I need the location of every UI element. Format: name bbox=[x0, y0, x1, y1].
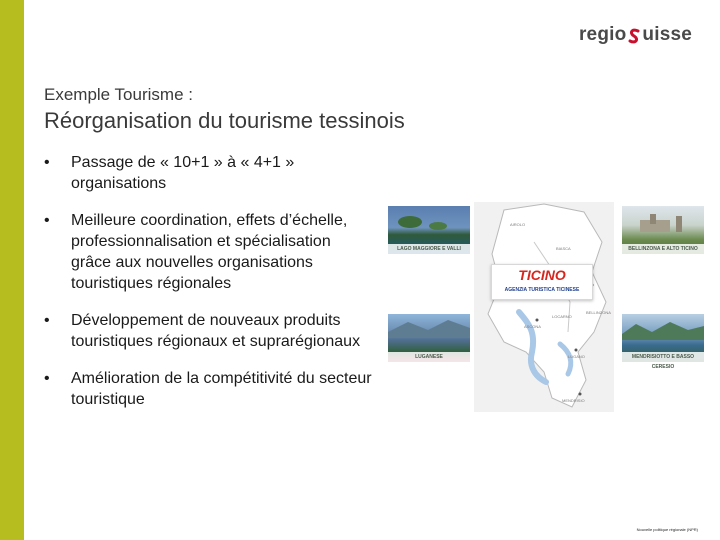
bullet-item bbox=[44, 310, 374, 352]
bullet-text: Meilleure coordination, effets d’échelle, professionnalisation et spécialisation grâce aux nouvelles organisations touristiques régionales bbox=[71, 212, 348, 292]
bullet-icon: • bbox=[44, 312, 50, 329]
logo-mark-icon bbox=[627, 28, 641, 44]
photo-caption: LUGANESE bbox=[388, 352, 470, 362]
slide-title: Réorganisation du tourisme tessinois bbox=[44, 108, 405, 133]
ticino-map-figure bbox=[386, 202, 696, 412]
footer-text: Nouvelle politique régionale (NPR) bbox=[636, 527, 698, 532]
logo-text-left: regio bbox=[578, 24, 627, 45]
photo-luganese bbox=[388, 314, 470, 362]
photo-bellinzona bbox=[622, 206, 704, 254]
accent-bar bbox=[0, 0, 24, 540]
map-place-label: LOCARNO bbox=[552, 314, 572, 319]
bullet-icon: • bbox=[44, 370, 50, 387]
bullet-text: Amélioration de la compétitivité du secteur touristique bbox=[71, 370, 372, 408]
bullet-icon: • bbox=[44, 212, 50, 229]
photo-caption: MENDRISIOTTO E BASSO CERESIO bbox=[622, 352, 704, 362]
map-place-label: BIASCA bbox=[556, 246, 571, 251]
photo-caption: LAGO MAGGIORE E VALLI bbox=[388, 244, 470, 254]
map-background bbox=[474, 202, 614, 412]
map-place-label: AIROLO bbox=[510, 222, 526, 227]
map-place-label: BELLINZONA bbox=[586, 310, 611, 315]
logo-text-right: uisse bbox=[642, 24, 692, 45]
photo-caption: BELLINZONA E ALTO TICINO bbox=[622, 244, 704, 254]
photo-mendrisiotto bbox=[622, 314, 704, 370]
bullet-text: Développement de nouveaux produits touristiques régionaux et suprarégionaux bbox=[71, 312, 361, 350]
bullet-text: Passage de « 10+1 » à « 4+1 » organisations bbox=[71, 154, 295, 192]
bullet-item bbox=[44, 152, 374, 194]
ticino-brand-logo bbox=[491, 264, 593, 300]
photo-lago-maggiore bbox=[388, 206, 470, 254]
regiosuisse-logo bbox=[579, 24, 692, 46]
bullet-item bbox=[44, 368, 374, 410]
map-place-label: ASCONA bbox=[524, 324, 541, 329]
map-place-label: MENDRISIO bbox=[562, 398, 585, 403]
bullet-item bbox=[44, 210, 374, 294]
brand-subtitle: AGENZIA TURISTICA TICINESE bbox=[504, 287, 580, 293]
slide-subtitle: Exemple Tourisme : bbox=[44, 85, 193, 104]
ticino-map-outline-icon bbox=[474, 202, 614, 412]
map-place-label: LUGANO bbox=[568, 354, 585, 359]
brand-name: TICINO bbox=[518, 267, 566, 283]
bullet-list bbox=[44, 152, 374, 426]
bullet-icon: • bbox=[44, 154, 50, 171]
